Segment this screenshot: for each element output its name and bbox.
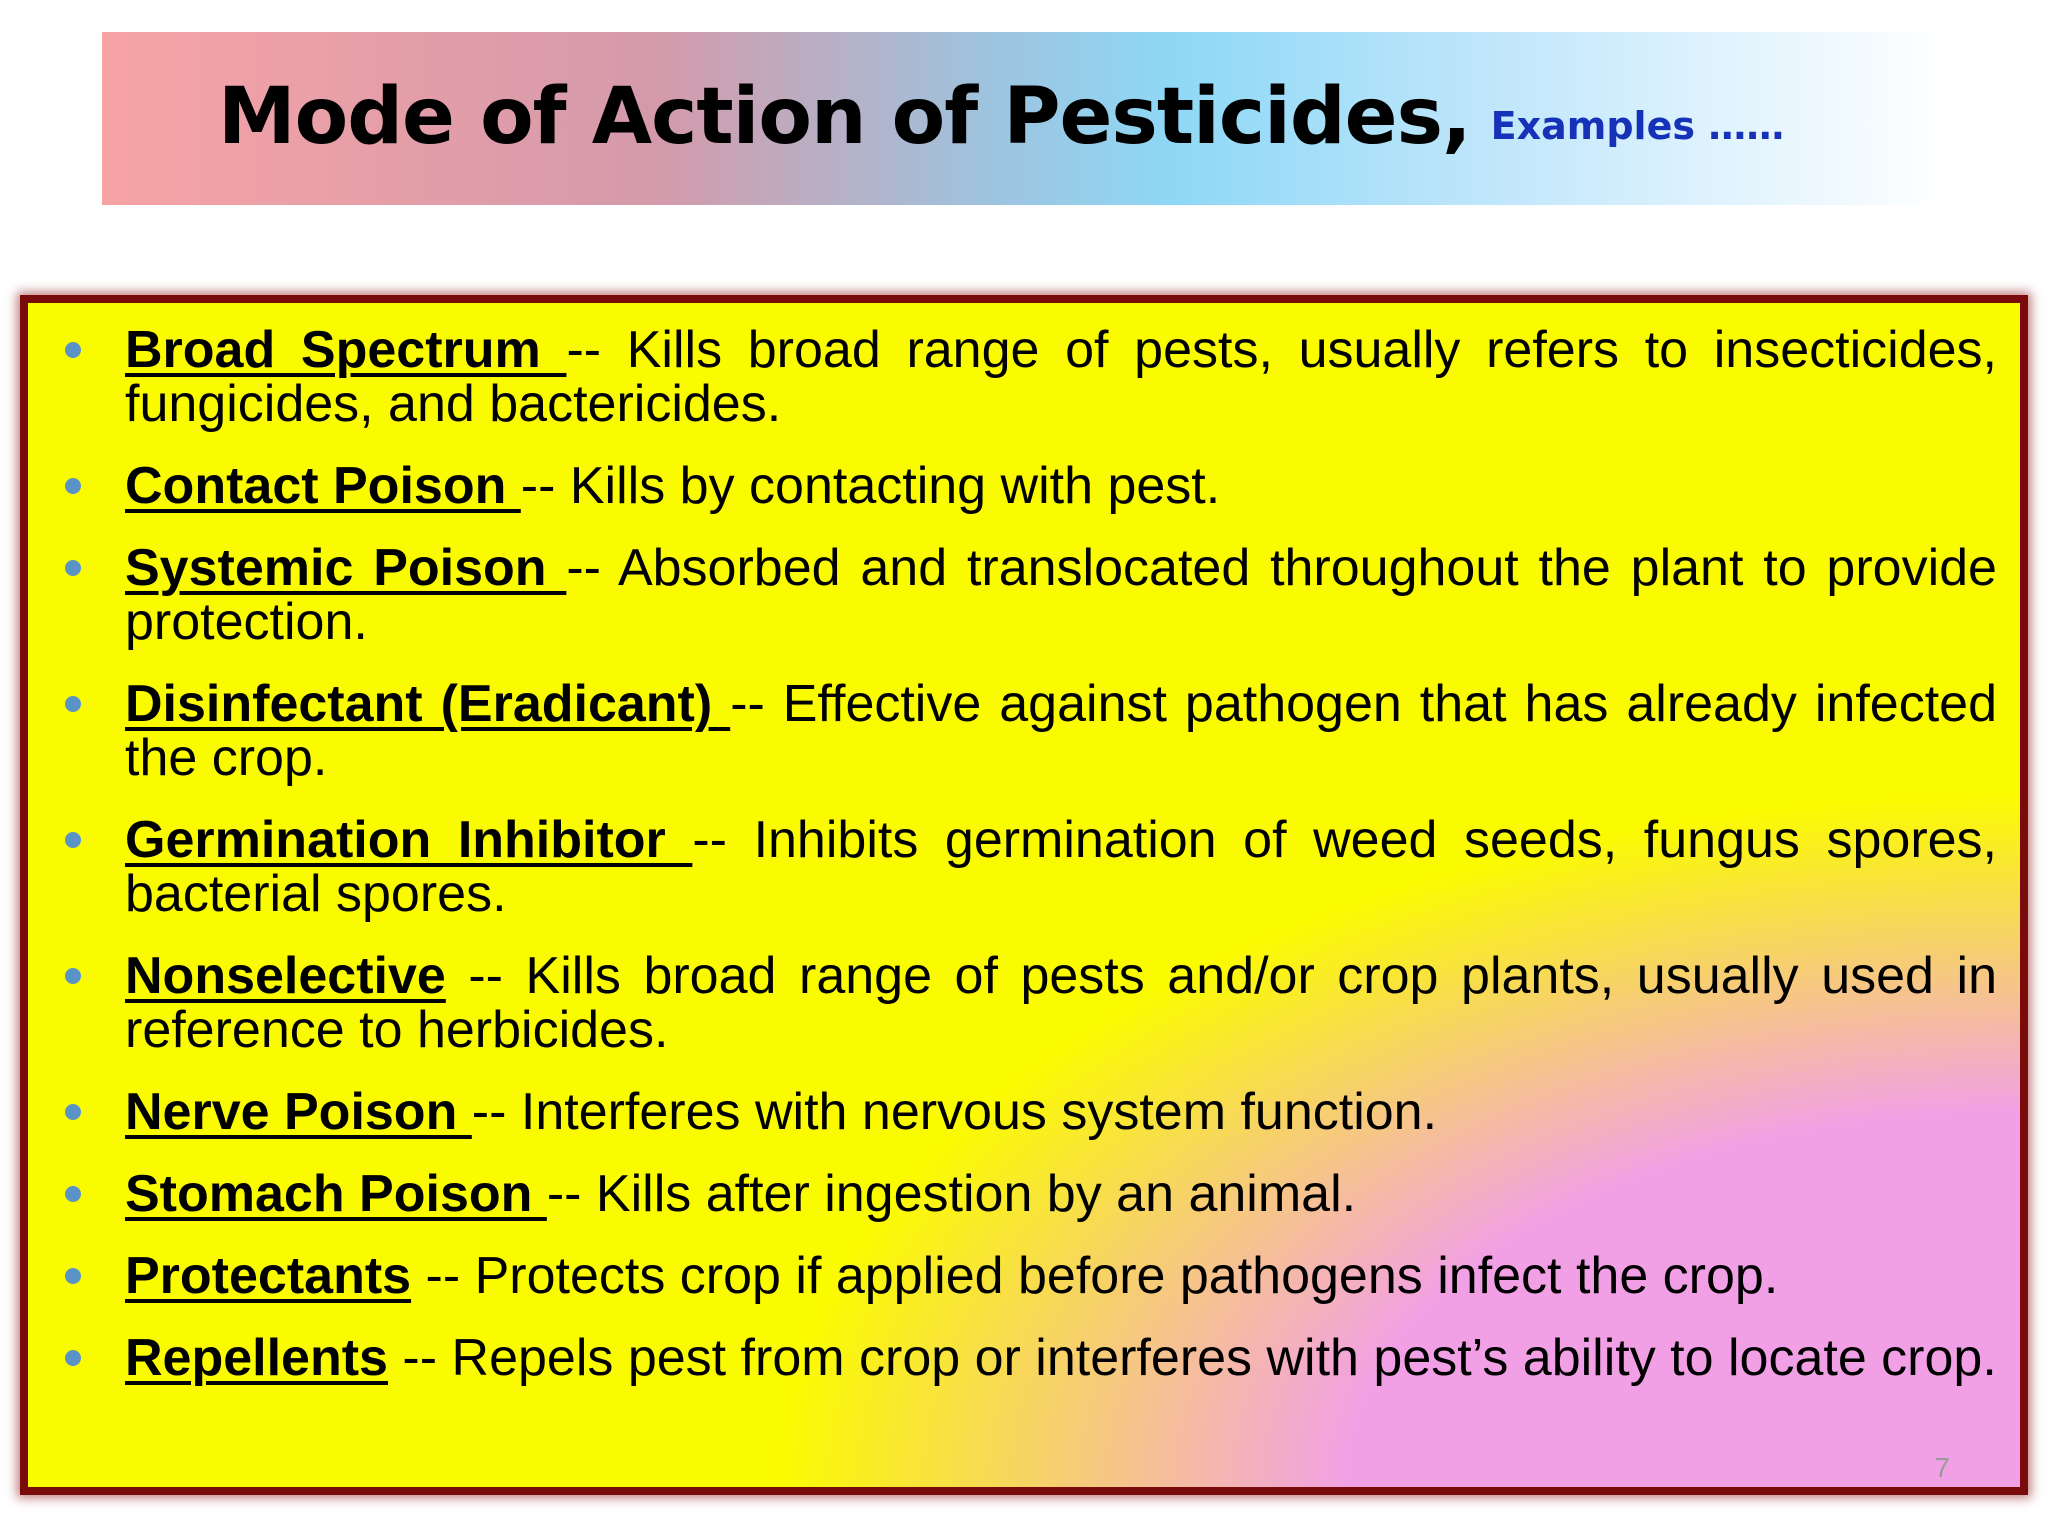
term: Stomach Poison [125, 1165, 547, 1223]
definition: -- Protects crop if applied before pathogens infect the crop. [411, 1247, 1779, 1305]
term: Repellents [125, 1329, 388, 1387]
definition: -- Kills broad range of pests, usually refers to insecticides, fungicides, and bactericides. [125, 321, 1997, 433]
bullet-icon [65, 1186, 81, 1202]
definition: -- Effective against pathogen that has already infected the crop. [125, 675, 1998, 787]
term: Systemic Poison [125, 539, 567, 597]
definition: -- Repels pest from crop or interferes with pest’s ability to locate crop. [387, 1329, 1997, 1387]
title-subtitle: Examples …… [1490, 104, 1785, 148]
definition: -- Absorbed and translocated throughout the plant to provide protection. [125, 539, 1997, 651]
list-item-broad-spectrum [28, 323, 2020, 431]
term: Protectants [125, 1247, 412, 1305]
list-item-contact-poison [28, 459, 2020, 513]
term: Contact Poison [125, 457, 521, 515]
bullet-icon [65, 478, 81, 494]
list-item-germination-inhibitor [28, 813, 2020, 921]
definition: -- Kills by contacting with pest. [520, 457, 1221, 515]
list-item-disinfectant [28, 677, 2020, 785]
bullet-icon [65, 342, 81, 358]
bullet-icon [65, 560, 81, 576]
list-item-systemic-poison [28, 541, 2020, 649]
list-item-stomach-poison [28, 1167, 2020, 1221]
bullet-icon [65, 1268, 81, 1284]
term: Broad Spectrum [125, 321, 567, 379]
term: Disinfectant (Eradicant) [125, 675, 731, 733]
term: Nerve Poison [125, 1083, 472, 1141]
definition: -- Kills after ingestion by an animal. [546, 1165, 1357, 1223]
slide-title [218, 72, 1784, 162]
bullet-icon [65, 1104, 81, 1120]
list-item-nonselective [28, 949, 2020, 1057]
term: Germination Inhibitor [125, 811, 693, 869]
page-number: 7 [1934, 1452, 1950, 1483]
term: Nonselective [125, 947, 446, 1005]
list-item-nerve-poison [28, 1085, 2020, 1139]
definition: -- Interferes with nervous system function. [471, 1083, 1438, 1141]
definitions-box [20, 295, 2028, 1495]
definition: -- Kills broad range of pests and/or crop plants, usually used in reference to herbicides. [125, 947, 1997, 1059]
list-item-repellents [28, 1331, 2020, 1385]
definitions-list [28, 323, 2020, 1413]
list-item-protectants [28, 1249, 2020, 1303]
title-main: Mode of Action of Pesticides, [218, 72, 1471, 162]
bullet-icon [65, 968, 81, 984]
bullet-icon [65, 1350, 81, 1366]
bullet-icon [65, 832, 81, 848]
definition: -- Inhibits germination of weed seeds, fungus spores, bacterial spores. [125, 811, 1997, 923]
bullet-icon [65, 696, 81, 712]
